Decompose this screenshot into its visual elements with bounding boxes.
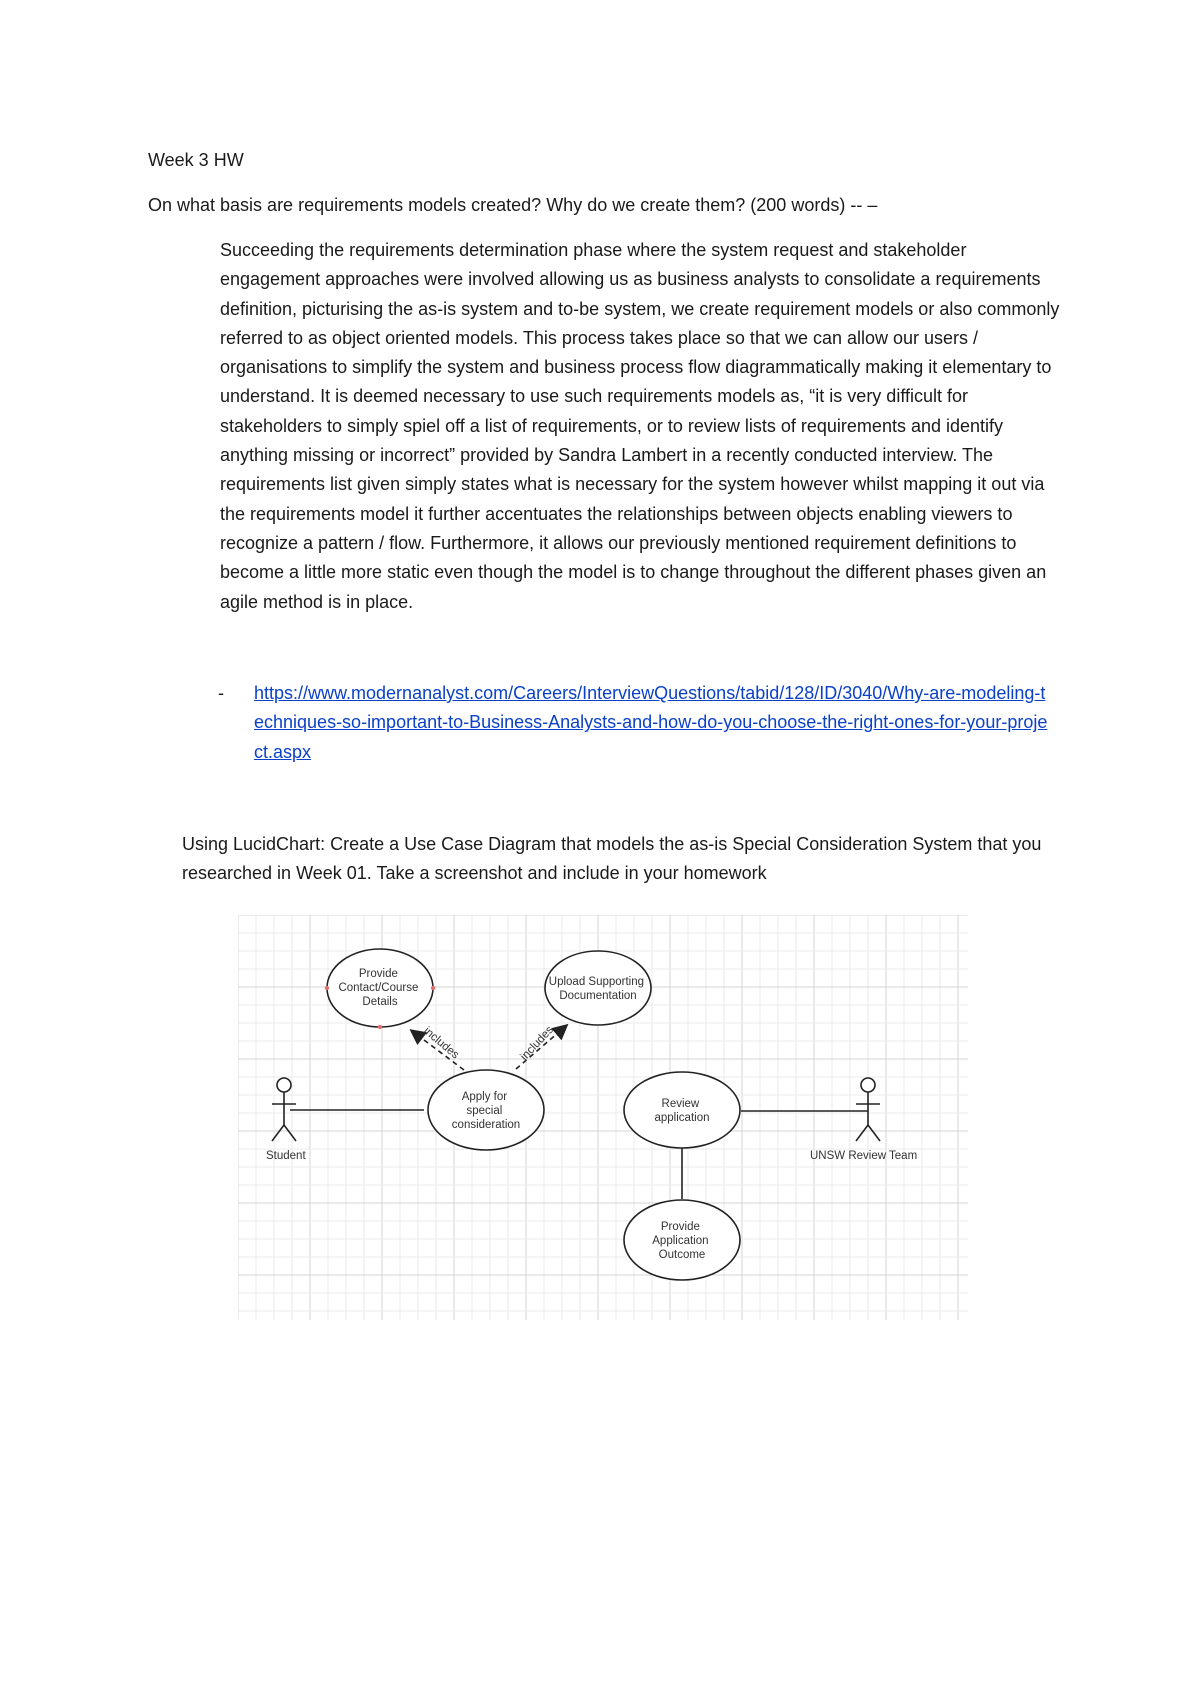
includes-left-label: includes — [421, 1025, 462, 1062]
reference-link[interactable]: https://www.modernanalyst.com/Careers/InterviewQuestions/tabid/128/ID/3040/Why-are-modeling-techniques-so-important-to-Business-Analysts-and-how-do-you-choose-the-right-ones-for-your-project.aspx — [254, 683, 1048, 762]
task-text: Using LucidChart: Create a Use Case Diagram that models the as-is Special Consideration System that you researched in Week 01. Take a screenshot and include in your homework — [182, 834, 1042, 884]
student-actor-label: Student — [266, 1150, 306, 1162]
reference-dash: - — [218, 683, 224, 703]
use-case-outcome — [624, 1200, 740, 1280]
outcome-line-2: Application — [652, 1235, 709, 1247]
answer-text: Succeeding the requirements determination phase where the system request and stakeholder engagement approaches were involved allowing us as business analysts to consolidate a requirements definition, picturising the as-is system and to-be system, we create requirement models or also commonly referred to as object oriented models. This process takes place so that we can allow our users / organisations to simplify the system and business process flow diagrammatically making it elementary to understand. It is deemed necessary to use such requirements models as, “it is very difficult for stakeholders to simply spiel off a list of requirements, or to review lists of requirements and identify anything missing or incorrect” provided by Sandra Lambert in a recently conducted interview. The requirements list given simply states what is necessary for the system however whilst mapping it out via the requirements model it further accentuates the relationships between objects enabling viewers to recognize a pattern / flow. Furthermore, it allows our previously mentioned requirement definitions to become a little more static even though the model is to change throughout the different phases given an agile method is in place. — [220, 240, 1060, 612]
use-case-review — [624, 1072, 740, 1148]
upload-docs-line-2: Documentation — [559, 990, 637, 1002]
apply-line-1: Apply for — [461, 1091, 508, 1103]
provide-contact-line-2: Contact/Course — [338, 982, 419, 994]
apply-line-3: consideration — [451, 1119, 521, 1131]
use-case-provide-contact — [325, 949, 435, 1029]
outcome-line-1: Provide — [660, 1221, 700, 1233]
review-line-2: application — [654, 1112, 710, 1124]
outcome-line-3: Outcome — [658, 1249, 706, 1261]
use-case-diagram — [238, 915, 968, 1320]
svg-text:Provide Application — [652, 1221, 711, 1261]
provide-contact-line-1: Provide — [358, 968, 398, 980]
apply-line-2: special — [466, 1105, 503, 1117]
page-title: Week 3 HW — [148, 150, 244, 170]
review-team-actor-label: UNSW Review Team — [810, 1150, 918, 1162]
provide-contact-line-3: Details — [362, 996, 398, 1008]
answer-paragraph — [220, 236, 1060, 617]
use-case-upload-docs — [545, 951, 651, 1025]
upload-docs-line-1: Upload Supporting — [548, 976, 645, 988]
use-case-diagram-svg — [238, 915, 968, 1320]
includes-right-label: includes — [518, 1023, 556, 1064]
use-case-apply — [428, 1070, 544, 1150]
question-text: On what basis are requirements models created? Why do we create them? (200 words) -- – — [148, 195, 878, 215]
review-line-1: Review — [661, 1098, 700, 1110]
